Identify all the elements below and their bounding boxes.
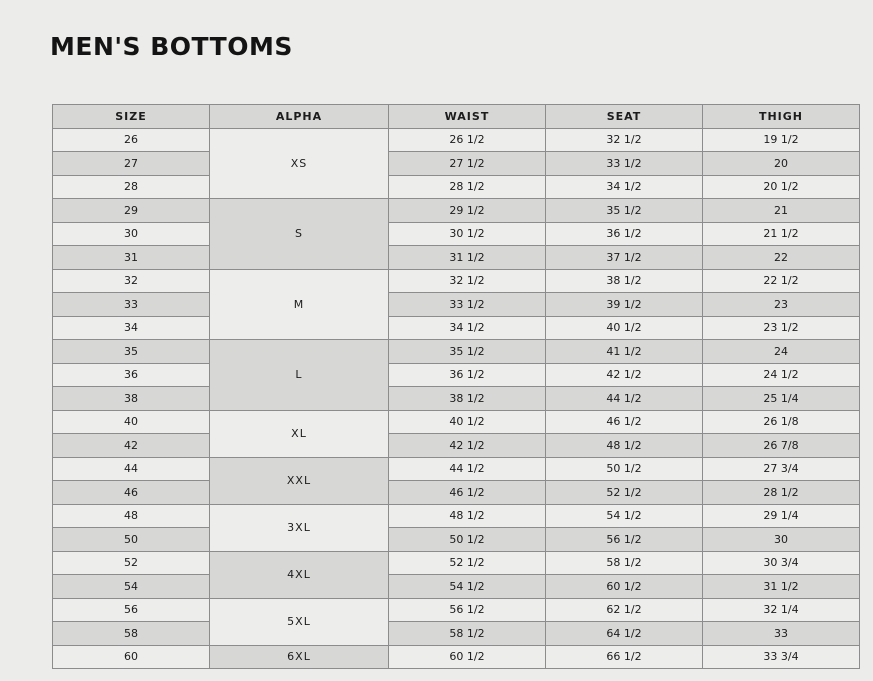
thigh-cell: 22 — [703, 246, 860, 270]
seat-cell: 33 1/2 — [546, 152, 703, 176]
thigh-cell: 24 — [703, 340, 860, 364]
alpha-cell: 6XL — [210, 645, 389, 669]
seat-cell: 41 1/2 — [546, 340, 703, 364]
seat-cell: 62 1/2 — [546, 598, 703, 622]
size-cell: 54 — [53, 575, 210, 599]
seat-cell: 66 1/2 — [546, 645, 703, 669]
table-row — [53, 598, 860, 622]
size-cell: 58 — [53, 622, 210, 646]
thigh-cell: 32 1/4 — [703, 598, 860, 622]
size-cell: 26 — [53, 128, 210, 152]
header-thigh: THIGH — [703, 105, 860, 129]
thigh-cell: 23 — [703, 293, 860, 317]
waist-cell: 29 1/2 — [389, 199, 546, 223]
thigh-cell: 24 1/2 — [703, 363, 860, 387]
thigh-cell: 30 — [703, 528, 860, 552]
thigh-cell: 31 1/2 — [703, 575, 860, 599]
table-row — [53, 410, 860, 434]
table-row — [53, 340, 860, 364]
table-row — [53, 504, 860, 528]
size-cell: 40 — [53, 410, 210, 434]
size-cell: 44 — [53, 457, 210, 481]
size-cell: 32 — [53, 269, 210, 293]
table-row — [53, 269, 860, 293]
seat-cell: 64 1/2 — [546, 622, 703, 646]
size-cell: 30 — [53, 222, 210, 246]
waist-cell: 34 1/2 — [389, 316, 546, 340]
thigh-cell: 21 — [703, 199, 860, 223]
table-row — [53, 128, 860, 152]
thigh-cell: 28 1/2 — [703, 481, 860, 505]
waist-cell: 52 1/2 — [389, 551, 546, 575]
alpha-cell: S — [210, 199, 389, 270]
seat-cell: 34 1/2 — [546, 175, 703, 199]
seat-cell: 44 1/2 — [546, 387, 703, 411]
table-header-row — [53, 105, 860, 129]
waist-cell: 56 1/2 — [389, 598, 546, 622]
seat-cell: 37 1/2 — [546, 246, 703, 270]
size-chart-table — [52, 104, 860, 669]
waist-cell: 58 1/2 — [389, 622, 546, 646]
thigh-cell: 26 1/8 — [703, 410, 860, 434]
thigh-cell: 25 1/4 — [703, 387, 860, 411]
alpha-cell: L — [210, 340, 389, 411]
seat-cell: 46 1/2 — [546, 410, 703, 434]
seat-cell: 54 1/2 — [546, 504, 703, 528]
table-body — [53, 128, 860, 669]
alpha-cell: XXL — [210, 457, 389, 504]
seat-cell: 38 1/2 — [546, 269, 703, 293]
table-row — [53, 293, 860, 317]
table-row — [53, 551, 860, 575]
size-cell: 42 — [53, 434, 210, 458]
table-row — [53, 528, 860, 552]
seat-cell: 50 1/2 — [546, 457, 703, 481]
waist-cell: 60 1/2 — [389, 645, 546, 669]
waist-cell: 30 1/2 — [389, 222, 546, 246]
alpha-cell: M — [210, 269, 389, 340]
alpha-cell: 3XL — [210, 504, 389, 551]
table-row — [53, 645, 860, 669]
waist-cell: 27 1/2 — [389, 152, 546, 176]
table-row — [53, 622, 860, 646]
waist-cell: 40 1/2 — [389, 410, 546, 434]
size-cell: 34 — [53, 316, 210, 340]
thigh-cell: 26 7/8 — [703, 434, 860, 458]
thigh-cell: 29 1/4 — [703, 504, 860, 528]
seat-cell: 40 1/2 — [546, 316, 703, 340]
waist-cell: 31 1/2 — [389, 246, 546, 270]
size-cell: 52 — [53, 551, 210, 575]
thigh-cell: 21 1/2 — [703, 222, 860, 246]
table-row — [53, 481, 860, 505]
header-size: SIZE — [53, 105, 210, 129]
size-cell: 28 — [53, 175, 210, 199]
thigh-cell: 23 1/2 — [703, 316, 860, 340]
page-title: MEN'S BOTTOMS — [50, 32, 293, 61]
waist-cell: 28 1/2 — [389, 175, 546, 199]
seat-cell: 56 1/2 — [546, 528, 703, 552]
size-cell: 56 — [53, 598, 210, 622]
thigh-cell: 19 1/2 — [703, 128, 860, 152]
seat-cell: 39 1/2 — [546, 293, 703, 317]
table-row — [53, 316, 860, 340]
waist-cell: 26 1/2 — [389, 128, 546, 152]
thigh-cell: 33 3/4 — [703, 645, 860, 669]
header-seat: SEAT — [546, 105, 703, 129]
thigh-cell: 30 3/4 — [703, 551, 860, 575]
seat-cell: 58 1/2 — [546, 551, 703, 575]
size-cell: 46 — [53, 481, 210, 505]
table-row — [53, 246, 860, 270]
size-cell: 60 — [53, 645, 210, 669]
seat-cell: 60 1/2 — [546, 575, 703, 599]
size-cell: 31 — [53, 246, 210, 270]
alpha-cell: XS — [210, 128, 389, 199]
waist-cell: 48 1/2 — [389, 504, 546, 528]
size-cell: 36 — [53, 363, 210, 387]
table-row — [53, 199, 860, 223]
table-row — [53, 575, 860, 599]
waist-cell: 35 1/2 — [389, 340, 546, 364]
seat-cell: 52 1/2 — [546, 481, 703, 505]
waist-cell: 46 1/2 — [389, 481, 546, 505]
waist-cell: 32 1/2 — [389, 269, 546, 293]
thigh-cell: 33 — [703, 622, 860, 646]
waist-cell: 50 1/2 — [389, 528, 546, 552]
waist-cell: 42 1/2 — [389, 434, 546, 458]
alpha-cell: XL — [210, 410, 389, 457]
table-row — [53, 175, 860, 199]
thigh-cell: 27 3/4 — [703, 457, 860, 481]
seat-cell: 35 1/2 — [546, 199, 703, 223]
waist-cell: 36 1/2 — [389, 363, 546, 387]
header-alpha: ALPHA — [210, 105, 389, 129]
size-cell: 33 — [53, 293, 210, 317]
seat-cell: 32 1/2 — [546, 128, 703, 152]
seat-cell: 42 1/2 — [546, 363, 703, 387]
alpha-cell: 4XL — [210, 551, 389, 598]
waist-cell: 33 1/2 — [389, 293, 546, 317]
seat-cell: 36 1/2 — [546, 222, 703, 246]
size-cell: 38 — [53, 387, 210, 411]
header-waist: WAIST — [389, 105, 546, 129]
table-row — [53, 152, 860, 176]
size-cell: 35 — [53, 340, 210, 364]
table-row — [53, 222, 860, 246]
thigh-cell: 20 1/2 — [703, 175, 860, 199]
table-row — [53, 434, 860, 458]
waist-cell: 38 1/2 — [389, 387, 546, 411]
waist-cell: 54 1/2 — [389, 575, 546, 599]
size-cell: 29 — [53, 199, 210, 223]
table-row — [53, 387, 860, 411]
table-row — [53, 363, 860, 387]
alpha-cell: 5XL — [210, 598, 389, 645]
size-cell: 50 — [53, 528, 210, 552]
seat-cell: 48 1/2 — [546, 434, 703, 458]
table-row — [53, 457, 860, 481]
size-cell: 48 — [53, 504, 210, 528]
thigh-cell: 20 — [703, 152, 860, 176]
thigh-cell: 22 1/2 — [703, 269, 860, 293]
size-cell: 27 — [53, 152, 210, 176]
waist-cell: 44 1/2 — [389, 457, 546, 481]
